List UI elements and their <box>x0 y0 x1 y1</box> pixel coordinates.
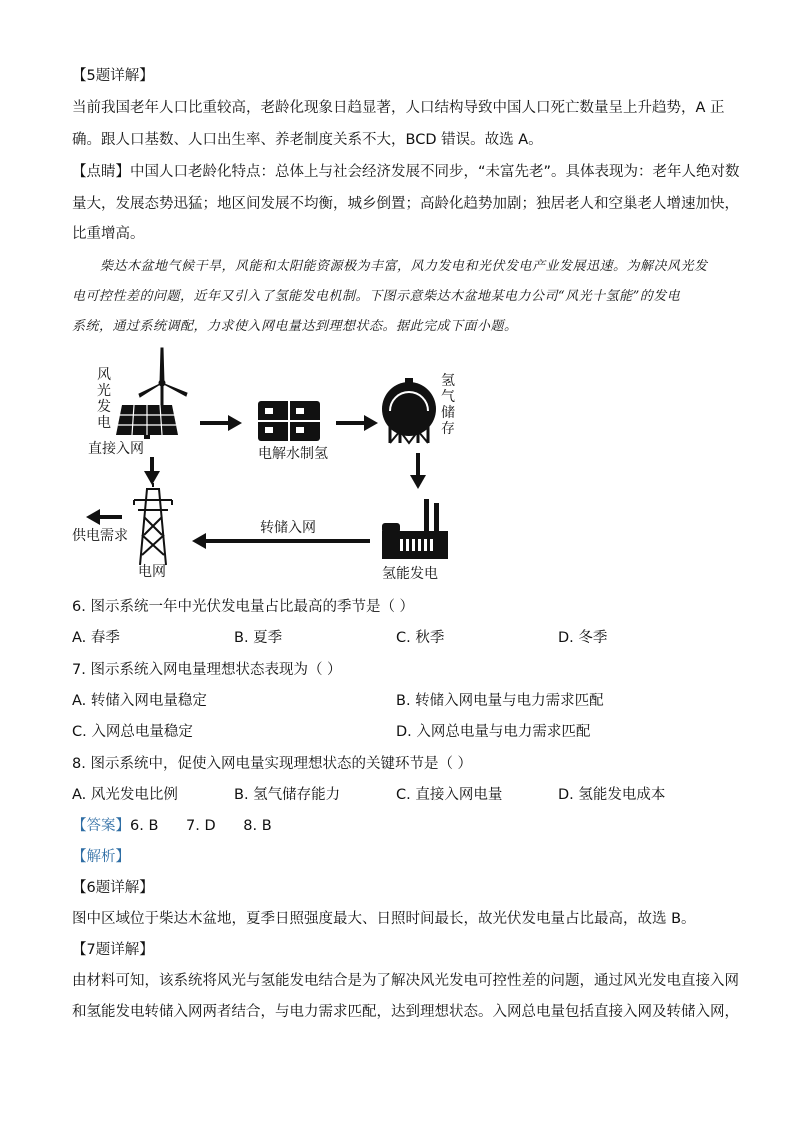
question-7-option-d: D. 入网总电量与电力需求匹配 <box>396 724 591 740</box>
q5-tip-line-2: 量大，发展态势迅猛；地区间发展不均衡，城乡倒置；高龄化趋势加剧；独居老人和空巢老人增速加快， <box>72 196 739 212</box>
electrolysis-icon <box>258 401 320 441</box>
question-8-stem: 8. 图示系统中，促使入网电量实现理想状态的关键环节是（ ） <box>72 756 473 772</box>
answer-label: 【答案】 <box>72 818 130 834</box>
wind-solar-label: 风 光 发 电 <box>97 367 111 431</box>
q5-heading: 【5题详解】 <box>72 68 154 84</box>
q6-analysis-heading: 【6题详解】 <box>72 880 154 896</box>
arrow-left-icon <box>86 509 122 525</box>
q5-tip-line-1: 【点睛】中国人口老龄化特点：总体上与社会经济发展不同步，“未富先老”。具体表现为：老年人绝对数 <box>72 164 740 180</box>
arrow-right-icon <box>336 415 378 431</box>
q7-analysis-heading: 【7题详解】 <box>72 942 154 958</box>
material-line-1: 柴达木盆地气候干旱，风能和太阳能资源极为丰富，风力发电和光伏发电产业发展迅速。为解决风光发 <box>100 259 708 274</box>
question-7-option-b: B. 转储入网电量与电力需求匹配 <box>396 693 604 709</box>
analysis-label: 【解析】 <box>72 849 130 865</box>
supply-demand-label: 供电需求 <box>72 528 128 544</box>
q7-analysis-line-2: 和氢能发电转储入网两者结合，与电力需求匹配，达到理想状态。入网总电量包括直接入网及转储入网， <box>72 1004 739 1020</box>
answer-text: 6. B 7. D 8. B <box>130 818 272 834</box>
question-8-option-b: B. 氢气储存能力 <box>234 787 341 803</box>
q7-analysis-line-1: 由材料可知，该系统将风光与氢能发电结合是为了解决风光发电可控性差的问题，通过风光发电直接入网 <box>72 973 739 989</box>
question-7-option-a: A. 转储入网电量稳定 <box>72 693 207 709</box>
hydrogen-tank-icon <box>382 378 436 443</box>
question-6-option-b: B. 夏季 <box>234 630 283 646</box>
transfer-grid-label: 转储入网 <box>260 520 316 536</box>
question-7-option-c: C. 入网总电量稳定 <box>72 724 193 740</box>
arrow-down-icon <box>410 453 426 489</box>
question-6-option-a: A. 春季 <box>72 630 120 646</box>
power-tower-icon <box>134 483 172 565</box>
material-line-3: 系统，通过系统调配，力求使入网电量达到理想状态。据此完成下面小题。 <box>72 319 518 334</box>
electrolysis-label: 电解水制氢 <box>258 446 328 462</box>
q6-analysis-text: 图中区域位于柴达木盆地，夏季日照强度最大、日照时间最长，故光伏发电量占比最高，故选 B。 <box>72 911 696 927</box>
answer-line <box>72 816 272 836</box>
hydrogen-storage-label: 氢 气 储 存 <box>441 373 455 437</box>
arrow-down-icon <box>144 457 160 485</box>
question-6-stem: 6. 图示系统一年中光伏发电量占比最高的季节是（ ） <box>72 599 415 615</box>
direct-grid-label: 直接入网 <box>88 441 144 457</box>
solar-panel-icon <box>116 405 178 439</box>
q5-tip-line-3: 比重增高。 <box>72 226 145 242</box>
energy-system-diagram <box>60 345 480 590</box>
hydrogen-power-label: 氢能发电 <box>382 566 438 582</box>
q5-paragraph-line-2: 确。跟人口基数、人口出生率、养老制度关系不大，BCD 错误。故选 A。 <box>72 132 543 148</box>
q5-paragraph-line-1: 当前我国老年人口比重较高，老龄化现象日趋显著，人口结构导致中国人口死亡数量呈上升趋势，A 正 <box>72 100 725 116</box>
hydrogen-power-plant-icon <box>382 499 448 559</box>
question-8-option-c: C. 直接入网电量 <box>396 787 503 803</box>
question-7-stem: 7. 图示系统入网电量理想状态表现为（ ） <box>72 662 342 678</box>
arrow-right-icon <box>200 415 242 431</box>
question-6-option-c: C. 秋季 <box>396 630 445 646</box>
question-6-option-d: D. 冬季 <box>558 630 608 646</box>
material-line-2: 电可控性差的问题，近年又引入了氢能发电机制。下图示意柴达木盆地某电力公司“风光十氢能”的发电 <box>72 289 681 304</box>
wind-turbine-icon <box>139 348 187 407</box>
question-8-option-d: D. 氢能发电成本 <box>558 787 666 803</box>
question-8-option-a: A. 风光发电比例 <box>72 787 178 803</box>
grid-label: 电网 <box>138 564 166 580</box>
diagram-graphics <box>60 345 480 590</box>
